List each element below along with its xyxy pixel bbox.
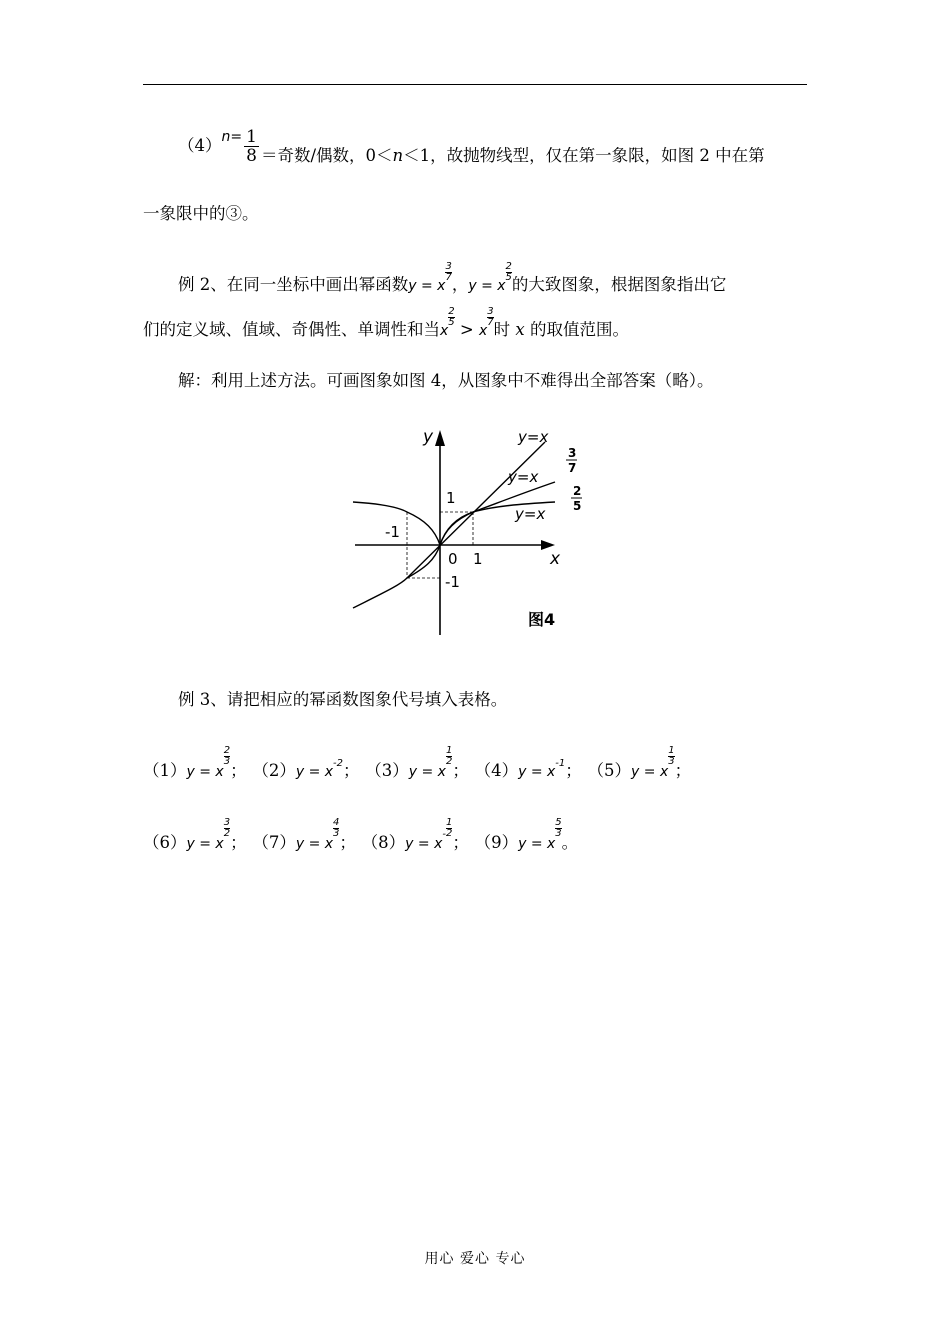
figure-caption: 图4 xyxy=(528,610,556,629)
y-axis-arrow xyxy=(435,430,445,446)
fraction-denominator: 8 xyxy=(246,146,257,166)
function-separator: ； xyxy=(343,761,360,780)
label-3-7-den: 7 xyxy=(568,461,577,475)
function-index: （5） xyxy=(595,761,632,780)
function-item xyxy=(143,817,247,852)
function-index: （3） xyxy=(373,761,409,780)
func-x-2-5: y = x $\frac{2}{5}$ xyxy=(468,261,512,294)
function-separator: 。 xyxy=(561,833,579,852)
function-expression: y = x-1 xyxy=(518,758,566,780)
page-footer: 用心 爱心 专心 xyxy=(424,1251,526,1267)
example-2-line-1 xyxy=(178,261,727,298)
exponent-sign: - xyxy=(442,829,446,840)
exponent-denominator: 3 xyxy=(668,756,675,767)
exponent-denominator: 2 xyxy=(445,756,453,767)
exponent-denominator: 2 xyxy=(223,828,231,839)
tick-label-1-x: 1 xyxy=(473,550,483,568)
function-expression: y = x $\frac{1}{3}$ xyxy=(631,745,675,780)
function-item xyxy=(482,817,579,852)
exponent-denominator: 3 xyxy=(333,828,340,839)
function-expression: y = x $\frac{3}{2}$ xyxy=(186,817,231,852)
function-item xyxy=(260,758,360,780)
item-4-index: （4） xyxy=(178,136,222,155)
exponent-numerator: 3 xyxy=(223,817,231,828)
function-exponent xyxy=(555,818,561,839)
example-2-text-3: 时 xyxy=(493,320,516,339)
function-exponent xyxy=(446,746,452,767)
example-2-line-2 xyxy=(143,306,629,343)
function-item xyxy=(595,745,692,780)
figure-4-graph xyxy=(345,420,615,642)
function-expression: y = x $\frac{2}{3}$ xyxy=(186,745,231,780)
example-2-text: 的大致图象，根据图象指出它 xyxy=(511,275,727,294)
item-4-continuation: 一象限中的③。 xyxy=(143,204,259,223)
x-variable: x xyxy=(515,320,525,339)
function-expression: y = x-2 xyxy=(295,758,344,780)
exponent-numerator: 4 xyxy=(333,817,340,828)
function-separator: ； xyxy=(230,833,247,852)
tick-label-neg1-x: -1 xyxy=(385,523,400,541)
power-x-3-7: x $\frac{3}{7}$ xyxy=(479,306,494,339)
function-exponent xyxy=(224,818,230,839)
item-4-text-2: ＜1，故抛物线型，仅在第一象限，如图 2 中在第 xyxy=(403,146,765,165)
item-4-text-1: ＝奇数/偶数，0＜ xyxy=(260,146,393,165)
exponent-numerator: 1 xyxy=(445,817,453,828)
function-item xyxy=(482,758,582,780)
function-exponent xyxy=(224,746,230,767)
n-variable-2: n xyxy=(392,146,404,165)
function-exponent xyxy=(668,746,674,767)
function-item xyxy=(373,745,469,780)
exponent-denominator: 2 xyxy=(445,828,453,839)
fraction-one-eighth xyxy=(244,128,259,165)
function-exponent xyxy=(333,818,339,839)
x-axis-label: x xyxy=(550,549,561,569)
comma: ， xyxy=(451,275,469,294)
label-3-7-num: 3 xyxy=(568,446,577,460)
function-index: （2） xyxy=(260,761,296,780)
function-separator: ； xyxy=(230,761,247,780)
n-variable: n xyxy=(221,129,231,145)
example-2-text-2: 们的定义域、值域、奇偶性、单调性和当 xyxy=(143,320,440,339)
power-x-2-5: x $\frac{2}{5}$ xyxy=(440,306,455,339)
label-y-x-2-5: y=x xyxy=(515,505,546,523)
function-item xyxy=(143,745,247,780)
function-exponent xyxy=(446,818,452,839)
exponent-numerator: 5 xyxy=(555,817,562,828)
function-index: （1） xyxy=(143,761,187,780)
function-separator: ； xyxy=(452,833,469,852)
example-3-text: 例 3、请把相应的幂函数图象代号填入表格。 xyxy=(178,690,508,709)
function-separator: ； xyxy=(339,833,356,852)
fraction-numerator: 1 xyxy=(246,127,257,147)
function-exponent: -2 xyxy=(333,758,344,769)
equals-sign: = xyxy=(230,129,243,145)
y-axis-label: y xyxy=(423,427,434,447)
label-y-x-3-7: y=x xyxy=(508,468,539,486)
function-separator: ； xyxy=(565,761,582,780)
greater-than: > xyxy=(454,320,479,339)
function-index: （9） xyxy=(482,833,519,852)
exponent-denominator: 3 xyxy=(555,828,562,839)
example-2-text-4: 的取值范围。 xyxy=(524,320,629,339)
item-4-line xyxy=(178,128,765,165)
label-y-equals-x: y=x xyxy=(518,428,549,446)
function-index: （6） xyxy=(143,833,187,852)
header-rule xyxy=(143,84,807,85)
function-expression: y = x $\frac{1}{2}$ xyxy=(408,745,453,780)
func-x-3-7: y = x $\frac{3}{7}$ xyxy=(408,261,452,294)
exponent-denominator: 3 xyxy=(223,756,231,767)
function-exponent: -1 xyxy=(555,758,566,769)
exponent-numerator: 1 xyxy=(445,745,453,756)
label-2-5-den: 5 xyxy=(573,499,582,513)
function-expression: y = x $\frac{4}{3}$ xyxy=(295,817,340,852)
function-index: （8） xyxy=(369,833,406,852)
solution-text: 解：利用上述方法。可画图象如图 4，从图象中不难得出全部答案（略）。 xyxy=(178,371,714,390)
function-item xyxy=(260,817,356,852)
function-list-row-1 xyxy=(143,745,705,784)
function-expression: y = x $\frac{5}{3}$ xyxy=(518,817,562,852)
origin-label: 0 xyxy=(448,550,458,568)
function-index: （7） xyxy=(260,833,296,852)
example-2-label: 例 2、在同一坐标中画出幂函数 xyxy=(178,275,409,294)
function-item xyxy=(369,817,469,852)
tick-label-neg1-y: -1 xyxy=(445,573,460,591)
function-index: （4） xyxy=(482,761,519,780)
function-separator: ； xyxy=(452,761,469,780)
function-list-row-2 xyxy=(143,817,592,856)
function-separator: ； xyxy=(674,761,692,780)
label-2-5-num: 2 xyxy=(573,484,582,498)
tick-label-1-y: 1 xyxy=(446,489,456,507)
exponent-numerator: 1 xyxy=(668,745,675,756)
exponent-numerator: 2 xyxy=(223,745,231,756)
function-expression: y = x- $\frac{1}{2}$ xyxy=(405,817,453,852)
